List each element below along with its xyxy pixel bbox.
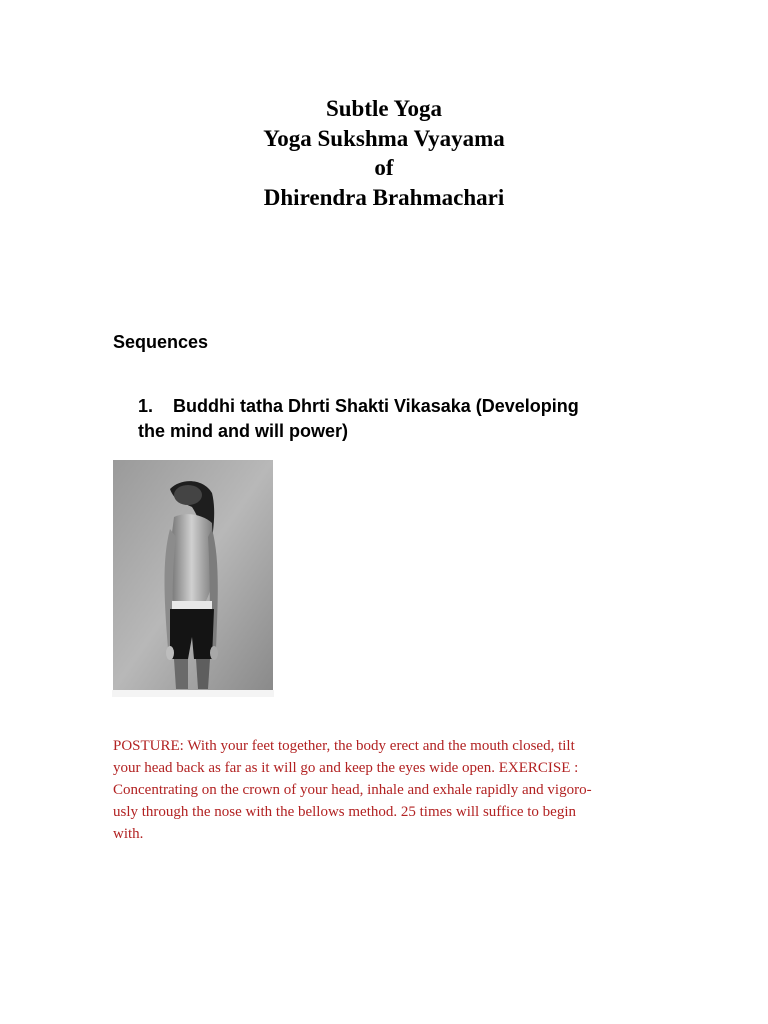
item-heading [138,394,658,443]
description-line-2: your head back as far as it will go and keep the eyes wide open. EXERCISE : [113,760,579,776]
item-heading-line-2: the mind and will power) [138,420,349,441]
item-heading-line-1: Buddhi tatha Dhrti Shakti Vikasaka (Developing [173,396,579,416]
item-number: 1. [138,396,154,416]
posture-photo [112,459,274,697]
title-line-2: Yoga Sukshma Vyayama [263,125,505,151]
description-line-3: Concentrating on the crown of your head, inhale and exhale rapidly and vigoro- [113,782,592,798]
posture-description [113,735,673,845]
description-line-1: POSTURE: With your feet together, the body erect and the mouth closed, tilt [113,738,575,754]
title-line-3: of [374,155,394,180]
section-heading: Sequences [113,332,209,352]
description-line-4: usly through the nose with the bellows method. 25 times will suffice to begin [113,804,577,820]
document-title [0,94,768,212]
title-line-4: Dhirendra Brahmachari [263,184,505,210]
title-line-1: Subtle Yoga [325,96,443,121]
description-line-5: with. [113,826,144,842]
